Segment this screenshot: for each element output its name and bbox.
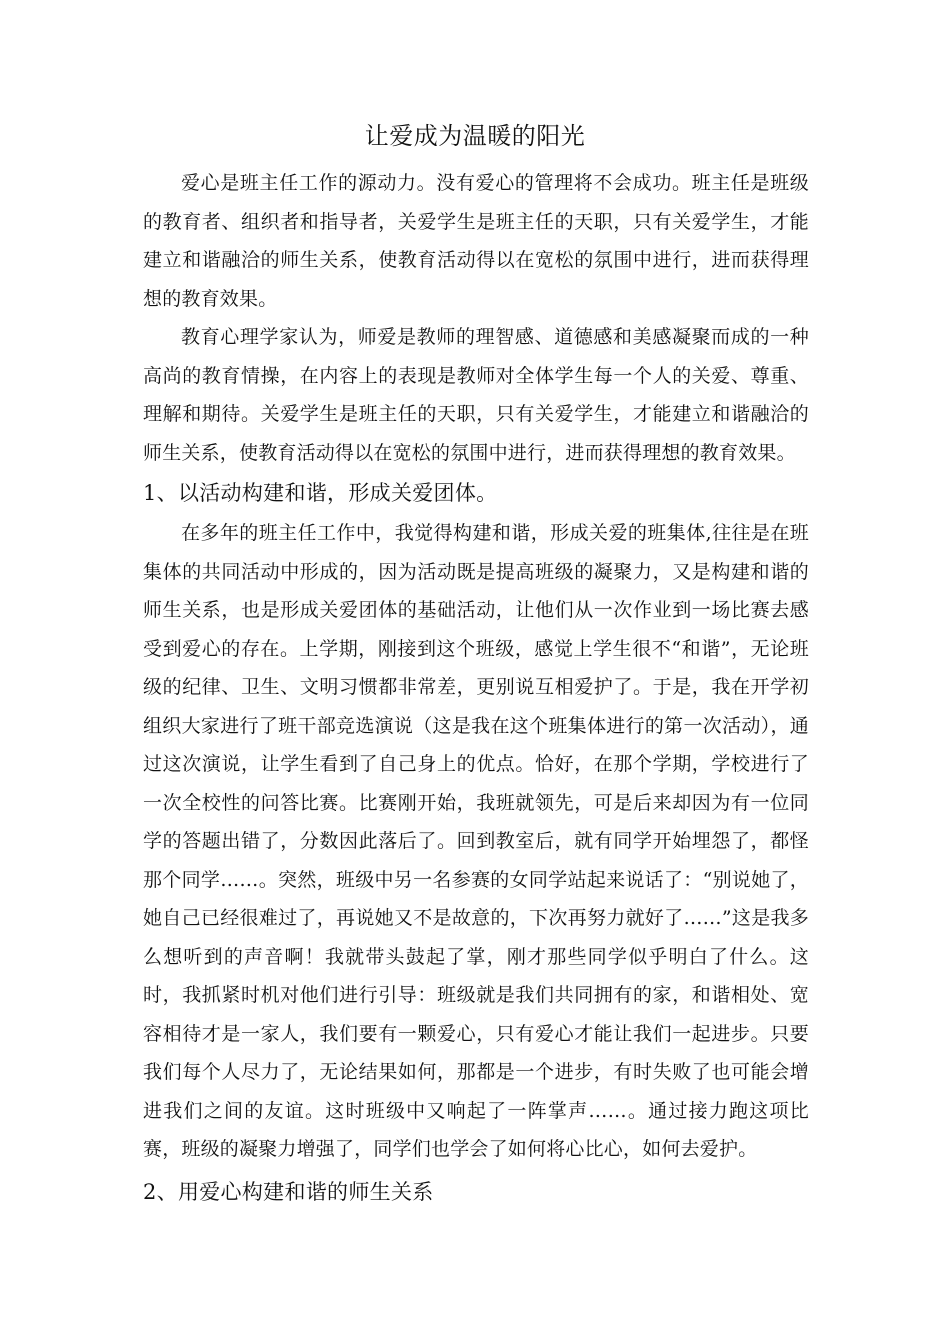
section-1-heading: 1、以活动构建和谐，形成关爱团体。 (143, 481, 498, 505)
document-title: 让爱成为温暖的阳光 (364, 122, 586, 150)
intro-paragraph-1: 爱心是班主任工作的源动力。没有爱心的管理将不会成功。班主任是班级的教育者、组织者和指导者，关爱学生是班主任的天职，只有关爱学生，才能建立和谐融洽的师生关系，使教育活动得以在宽松的氛围中进行，进而获得理想的教育效果。 (143, 172, 809, 310)
section-2-heading: 2、用爱心构建和谐的师生关系 (143, 1179, 434, 1204)
section-1-paragraph: 在多年的班主任工作中，我觉得构建和谐，形成关爱的班集体,往往是在班集体的共同活动中形成的，因为活动既是提高班级的凝聚力，又是构建和谐的师生关系，也是形成关爱团体的基础活动，让他们从一次作业到一场比赛去感受到爱心的存在。上学期，刚接到这个班级，感觉上学生很不“和谐”，无论班级的纪律、卫生、文明习惯都非常差，更别说互相爱护了。于是，我在开学初组织大家进行了班干部竞选演说（这是我在这个班集体进行的第一次活动），通过这次演说，让学生看到了自己身上的优点。恰好，在那个学期，学校进行了一次全校性的问答比赛。比赛刚开始，我班就领先，可是后来却因为有一位同学的答题出错了，分数因此落后了。回到教室后，就有同学开始埋怨了，都怪那个同学……。突然，班级中另一名参赛的女同学站起来说话了：“别说她了，她自己已经很难过了，再说她又不是故意的，下次再努力就好了……”这是我多么想听到的声音啊！我就带头鼓起了掌，刚才那些同学似乎明白了什么。这时，我抓紧时机对他们进行引导：班级就是我们共同拥有的家，和谐相处、宽容相待才是一家人，我们要有一颗爱心，只有爱心才能让我们一起进步。只要我们每个人尽力了，无论结果如何，那都是一个进步，有时失败了也可能会增进我们之间的友谊。这时班级中又响起了一阵掌声……。通过接力跑这项比赛，班级的凝聚力增强了，同学们也学会了如何将心比心，如何去爱护。 (143, 522, 809, 1160)
document-body (143, 164, 809, 1213)
intro-paragraph-2: 教育心理学家认为，师爱是教师的理智感、道德感和美感凝聚而成的一种高尚的教育情操，在内容上的表现是教师对全体学生每一个人的关爱、尊重、理解和期待。关爱学生是班主任的天职，只有关爱学生，才能建立和谐融洽的师生关系，使教育活动得以在宽松的氛围中进行，进而获得理想的教育效果。 (143, 326, 809, 464)
